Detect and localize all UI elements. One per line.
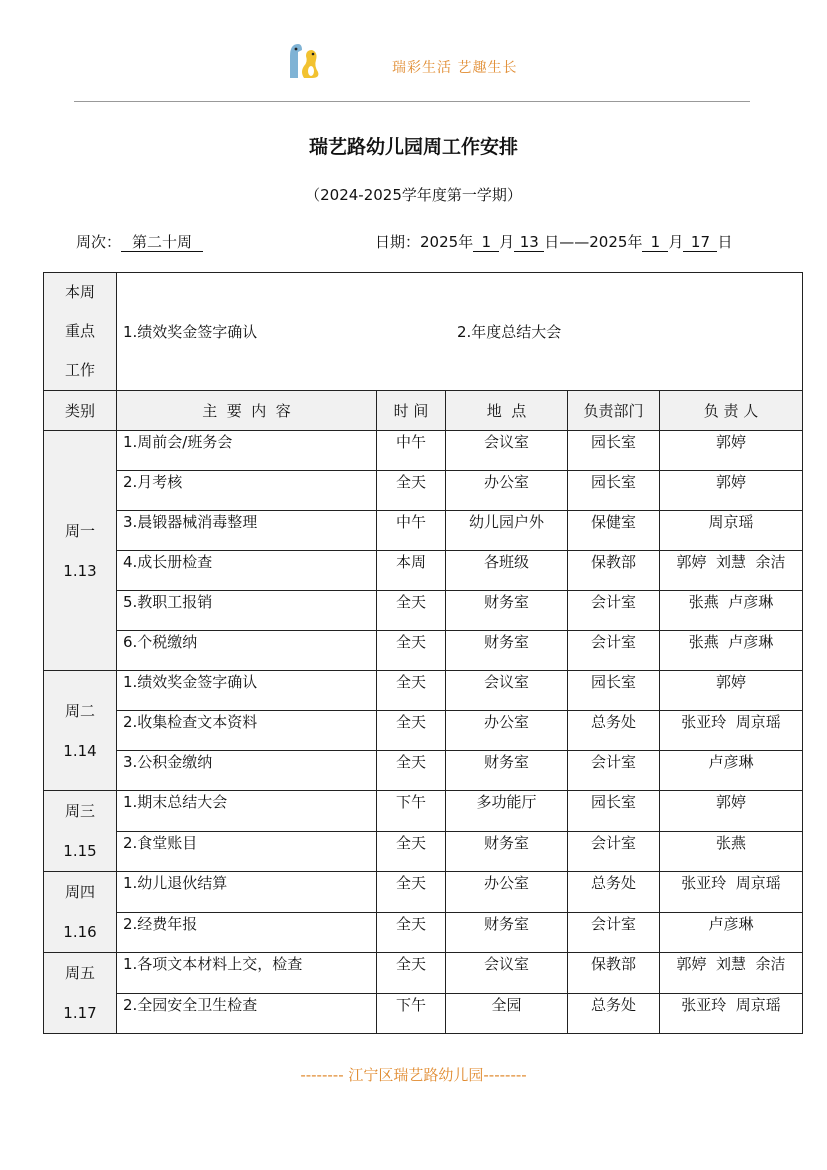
start-year: 2025 <box>420 233 459 251</box>
task-time: 全天 <box>377 471 446 511</box>
table-row <box>44 671 803 711</box>
task-department: 总务处 <box>568 711 660 751</box>
page-title: 瑞艺路幼儿园周工作安排 <box>308 136 518 158</box>
task-department: 保健室 <box>568 511 660 551</box>
task-time: 中午 <box>377 511 446 551</box>
day-date: 1.13 <box>63 561 97 580</box>
task-owner: 郭婷 刘慧 余洁 <box>660 551 803 591</box>
task-location: 财务室 <box>446 751 568 791</box>
focus-content <box>117 273 803 391</box>
day-name: 周二 <box>64 701 95 720</box>
task-content: 1.绩效奖金签字确认 <box>117 671 377 711</box>
task-location: 各班级 <box>446 551 568 591</box>
task-content: 2.全园安全卫生检查 <box>117 993 377 1034</box>
focus-item: 1.绩效奖金签字确认 <box>123 323 258 341</box>
task-content: 2.月考核 <box>117 471 377 511</box>
schedule-table <box>43 272 803 1034</box>
task-time: 全天 <box>377 671 446 711</box>
task-time: 全天 <box>377 953 446 994</box>
task-location: 办公室 <box>446 872 568 913</box>
task-owner: 郭婷 <box>660 791 803 832</box>
task-department: 会计室 <box>568 631 660 671</box>
table-row <box>44 912 803 953</box>
day-date: 1.15 <box>63 842 97 860</box>
focus-row <box>44 273 803 391</box>
task-content: 5.教职工报销 <box>117 591 377 631</box>
task-location: 会议室 <box>446 953 568 994</box>
day-name: 周一 <box>64 521 95 540</box>
column-header: 负责部门 <box>568 391 660 431</box>
task-content: 1.期末总结大会 <box>117 791 377 832</box>
start-day: 13 <box>514 234 544 252</box>
table-row <box>44 711 803 751</box>
task-location: 会议室 <box>446 671 568 711</box>
focus-label: 本周 重点 工作 <box>44 273 117 391</box>
task-time: 全天 <box>377 912 446 953</box>
task-department: 总务处 <box>568 993 660 1034</box>
task-owner: 张燕 卢彦琳 <box>660 591 803 631</box>
date-separator: —— <box>559 233 590 251</box>
column-header: 负 责 人 <box>660 391 803 431</box>
task-location: 财务室 <box>446 912 568 953</box>
task-location: 会议室 <box>446 431 568 471</box>
end-day: 17 <box>683 234 717 252</box>
table-row <box>44 791 803 832</box>
task-location: 财务室 <box>446 831 568 872</box>
start-month: 1 <box>473 234 499 252</box>
task-department: 会计室 <box>568 591 660 631</box>
day-cell <box>44 791 117 872</box>
task-owner: 郭婷 <box>660 431 803 471</box>
table-header-row <box>44 391 803 431</box>
task-department: 总务处 <box>568 872 660 913</box>
column-header: 时 间 <box>377 391 446 431</box>
table-row <box>44 831 803 872</box>
day-date: 1.16 <box>63 923 97 941</box>
task-content: 2.食堂账目 <box>117 831 377 872</box>
task-location: 全园 <box>446 993 568 1034</box>
task-time: 下午 <box>377 993 446 1034</box>
task-owner: 郭婷 <box>660 671 803 711</box>
day-name: 周五 <box>64 964 95 982</box>
task-location: 幼儿园户外 <box>446 511 568 551</box>
task-department: 园长室 <box>568 431 660 471</box>
task-owner: 张燕 卢彦琳 <box>660 631 803 671</box>
end-month: 1 <box>642 234 668 252</box>
task-time: 全天 <box>377 711 446 751</box>
task-location: 财务室 <box>446 591 568 631</box>
task-owner: 张亚玲 周京瑶 <box>660 993 803 1034</box>
table-row <box>44 872 803 913</box>
day-name: 周四 <box>64 883 95 901</box>
table-row <box>44 471 803 511</box>
task-owner: 张燕 <box>660 831 803 872</box>
day-date: 1.17 <box>63 1004 97 1022</box>
task-owner: 卢彦琳 <box>660 912 803 953</box>
date-label: 日期： <box>375 233 421 251</box>
task-time: 全天 <box>377 631 446 671</box>
task-time: 全天 <box>377 751 446 791</box>
end-year: 2025 <box>589 233 628 251</box>
date-info: 日期：2025年 1 月 13 日——2025年 1 月 17 日 <box>375 233 733 251</box>
task-department: 园长室 <box>568 471 660 511</box>
week-info <box>76 231 203 252</box>
column-header: 地 点 <box>446 391 568 431</box>
task-content: 1.周前会/班务会 <box>117 431 377 471</box>
task-time: 中午 <box>377 431 446 471</box>
table-row <box>44 953 803 994</box>
day-cell <box>44 431 117 671</box>
week-value: 第二十周 <box>121 234 203 252</box>
task-department: 会计室 <box>568 831 660 872</box>
task-owner: 郭婷 刘慧 余洁 <box>660 953 803 994</box>
task-time: 下午 <box>377 791 446 832</box>
task-department: 保教部 <box>568 551 660 591</box>
task-time: 全天 <box>377 872 446 913</box>
task-owner: 郭婷 <box>660 471 803 511</box>
page-subtitle: （2024-2025学年度第一学期） <box>305 186 522 204</box>
table-row <box>44 993 803 1034</box>
table-row <box>44 511 803 551</box>
week-label: 周次： <box>76 233 122 251</box>
task-location: 多功能厅 <box>446 791 568 832</box>
task-time: 本周 <box>377 551 446 591</box>
task-owner: 张亚玲 周京瑶 <box>660 872 803 913</box>
task-owner: 卢彦琳 <box>660 751 803 791</box>
task-content: 3.晨锻器械消毒整理 <box>117 511 377 551</box>
task-content: 2.经费年报 <box>117 912 377 953</box>
task-department: 园长室 <box>568 671 660 711</box>
table-row <box>44 551 803 591</box>
table-row <box>44 431 803 471</box>
task-content: 1.幼儿退伙结算 <box>117 872 377 913</box>
task-department: 会计室 <box>568 912 660 953</box>
task-department: 园长室 <box>568 791 660 832</box>
table-row <box>44 751 803 791</box>
task-department: 保教部 <box>568 953 660 994</box>
task-content: 1.各项文本材料上交，检查 <box>117 953 377 994</box>
task-owner: 周京瑶 <box>660 511 803 551</box>
day-cell <box>44 671 117 791</box>
task-content: 4.成长册检查 <box>117 551 377 591</box>
column-header: 类别 <box>44 391 117 431</box>
task-time: 全天 <box>377 591 446 631</box>
task-content: 3.公积金缴纳 <box>117 751 377 791</box>
task-owner: 张亚玲 周京瑶 <box>660 711 803 751</box>
day-name: 周三 <box>64 802 95 820</box>
task-content: 6.个税缴纳 <box>117 631 377 671</box>
task-location: 财务室 <box>446 631 568 671</box>
focus-item: 2.年度总结大会 <box>457 323 562 341</box>
footer-text: -------- 江宁区瑞艺路幼儿园-------- <box>300 1066 527 1084</box>
header-divider <box>74 101 750 102</box>
table-row <box>44 631 803 671</box>
task-content: 2.收集检查文本资料 <box>117 711 377 751</box>
day-cell <box>44 953 117 1034</box>
kindergarten-logo <box>282 38 324 80</box>
task-location: 办公室 <box>446 711 568 751</box>
header-slogan: 瑞彩生活 艺趣生长 <box>392 60 518 76</box>
task-department: 会计室 <box>568 751 660 791</box>
table-row <box>44 591 803 631</box>
day-cell <box>44 872 117 953</box>
column-header: 主 要 内 容 <box>117 391 377 431</box>
day-date: 1.14 <box>63 741 97 760</box>
task-location: 办公室 <box>446 471 568 511</box>
task-time: 全天 <box>377 831 446 872</box>
